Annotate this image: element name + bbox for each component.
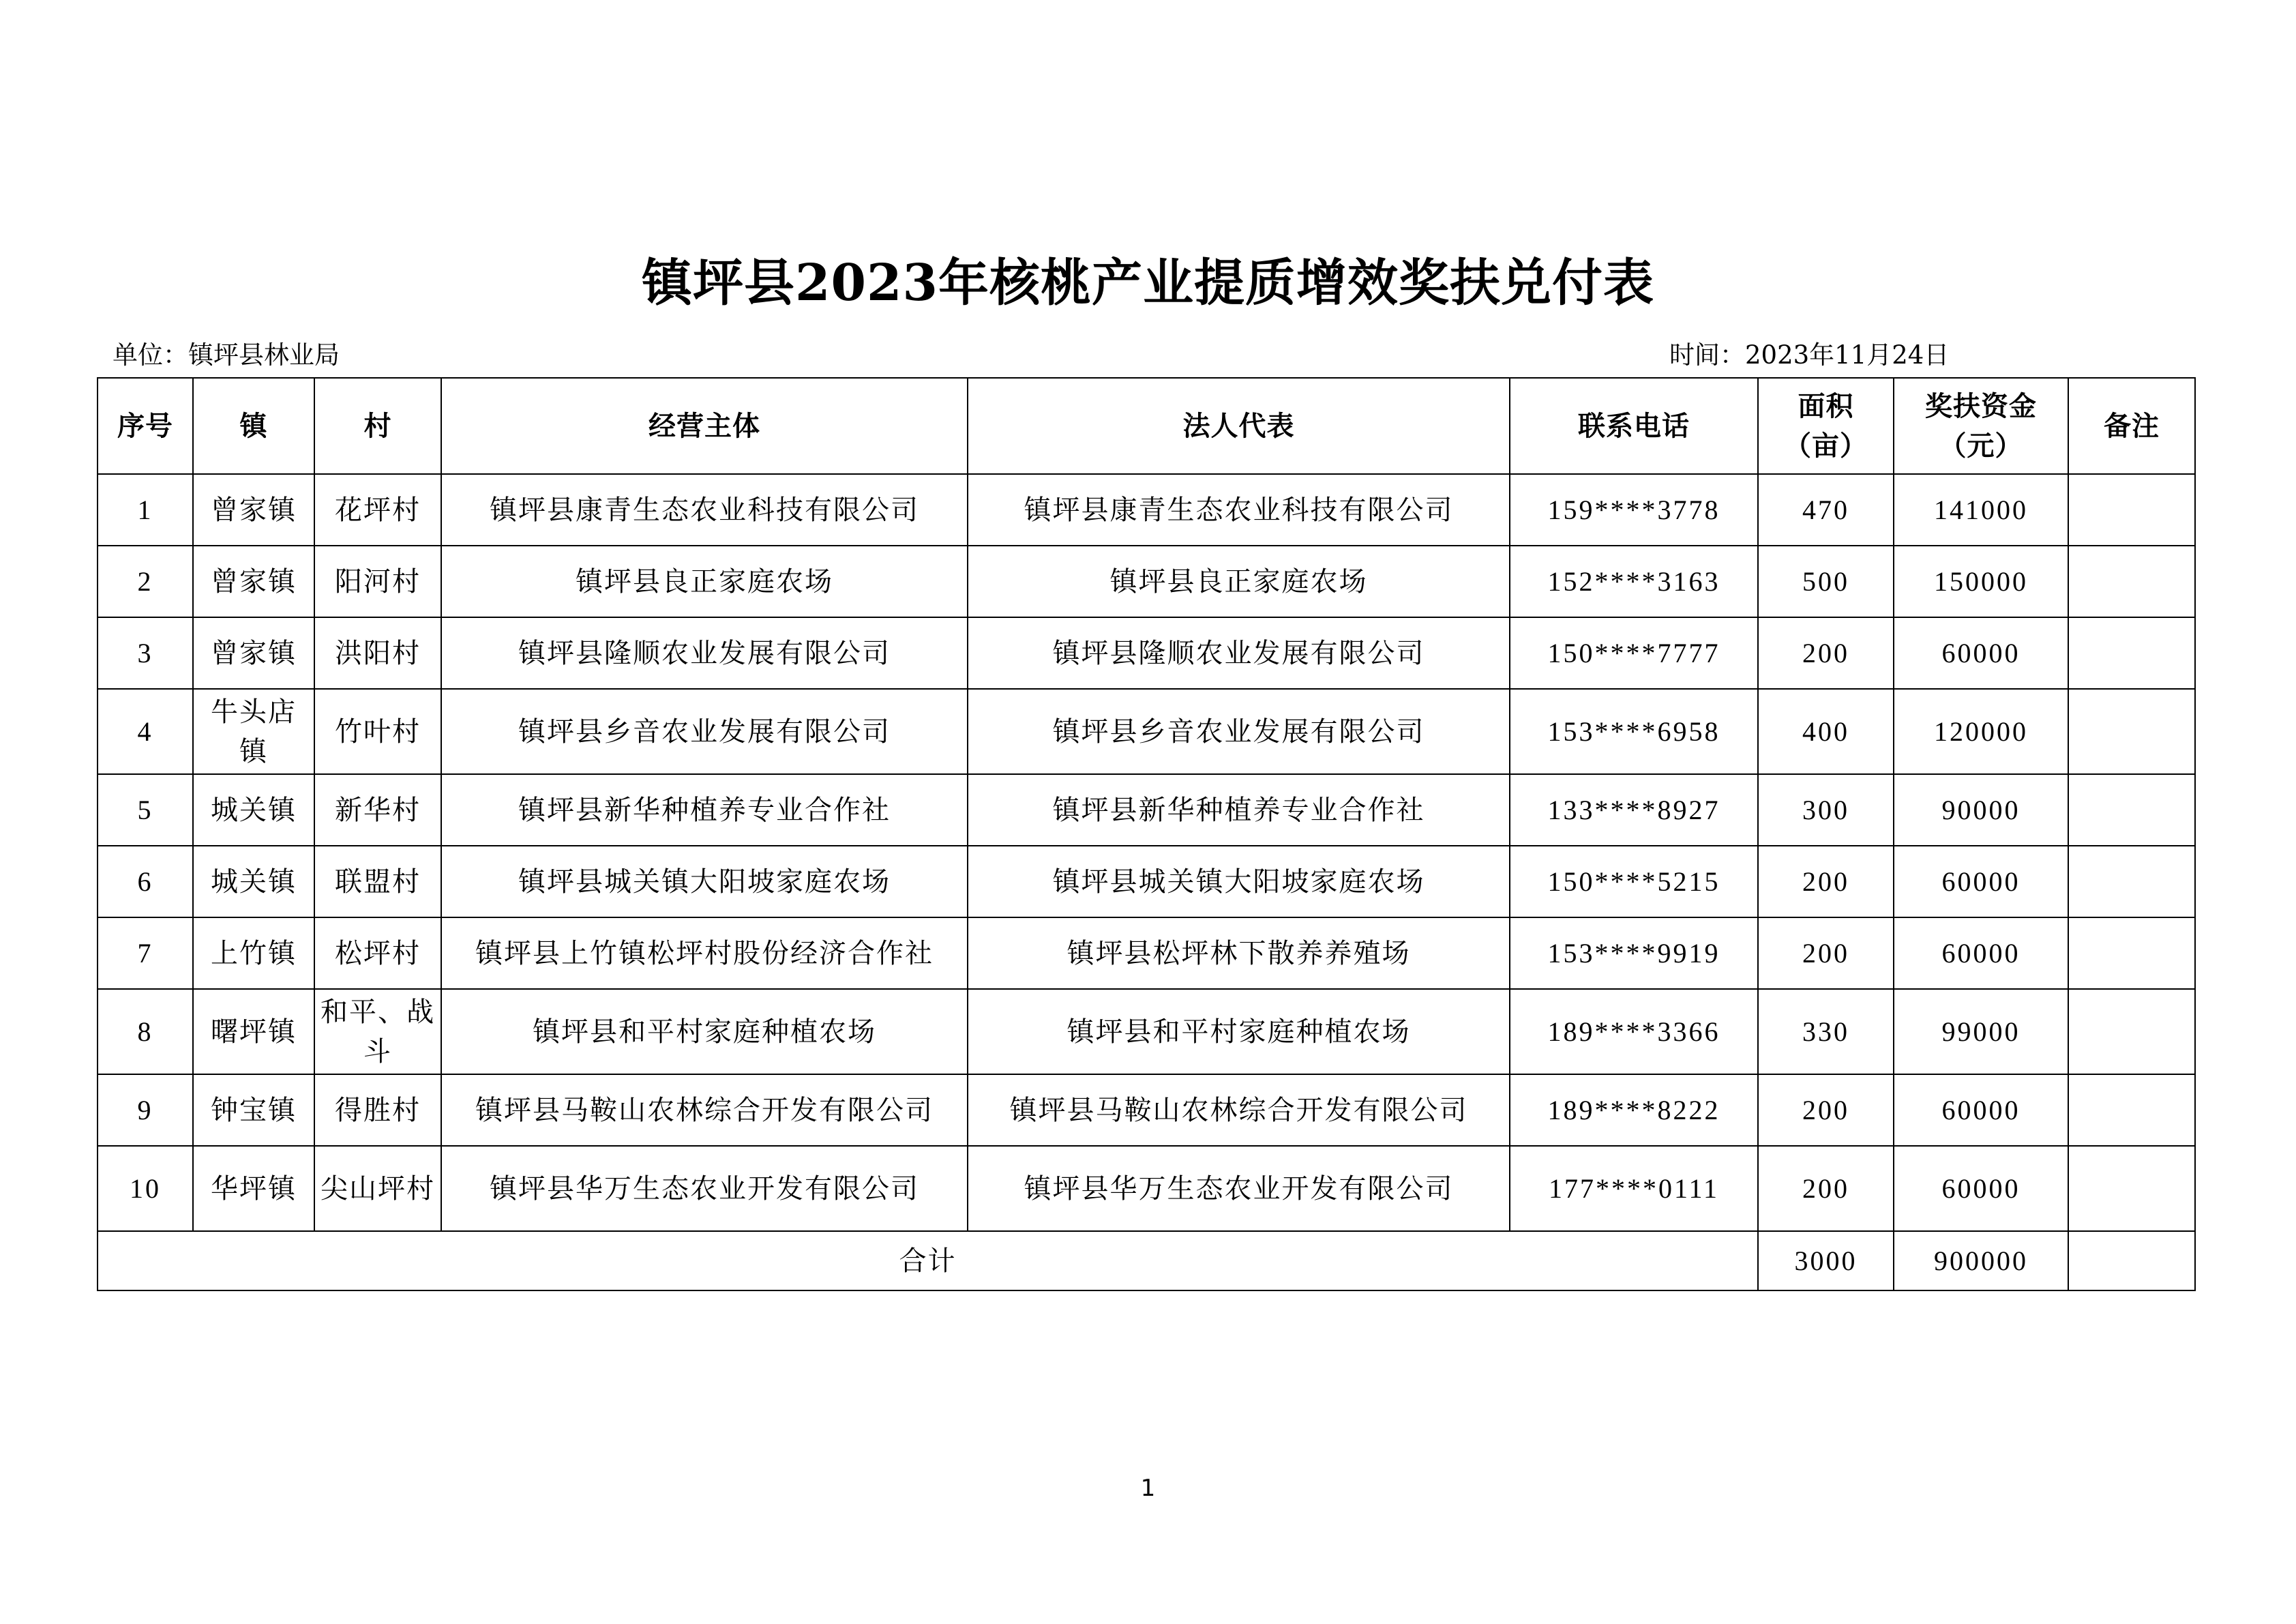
cell-entity: 镇坪县乡音农业发展有限公司 (441, 689, 968, 774)
cell-index: 7 (98, 917, 193, 989)
payment-table (97, 377, 2196, 1291)
cell-index: 6 (98, 846, 193, 917)
cell-town: 上竹镇 (193, 917, 314, 989)
cell-remarks (2068, 689, 2195, 774)
cell-index: 3 (98, 617, 193, 689)
cell-phone: 150****5215 (1510, 846, 1758, 917)
header-fund-line2: （元） (1939, 430, 2023, 462)
cell-town: 华坪镇 (193, 1146, 314, 1231)
total-remarks (2068, 1231, 2195, 1290)
cell-village: 新华村 (314, 774, 441, 846)
header-area-line1: 面积 (1798, 390, 1854, 422)
cell-entity: 镇坪县新华种植养专业合作社 (441, 774, 968, 846)
cell-town: 曾家镇 (193, 474, 314, 546)
cell-index: 4 (98, 689, 193, 774)
cell-town: 牛头店镇 (193, 689, 314, 774)
cell-legal-rep: 镇坪县新华种植养专业合作社 (968, 774, 1510, 846)
cell-village: 尖山坪村 (314, 1146, 441, 1231)
cell-town: 城关镇 (193, 774, 314, 846)
cell-area: 200 (1758, 846, 1894, 917)
total-area: 3000 (1758, 1231, 1894, 1290)
cell-village: 联盟村 (314, 846, 441, 917)
cell-remarks (2068, 546, 2195, 617)
table-row (98, 989, 2195, 1074)
cell-remarks (2068, 846, 2195, 917)
table-row (98, 917, 2195, 989)
cell-phone: 177****0111 (1510, 1146, 1758, 1231)
cell-fund: 60000 (1894, 617, 2068, 689)
header-legal-rep: 法人代表 (968, 378, 1510, 474)
cell-fund: 99000 (1894, 989, 2068, 1074)
table-row (98, 1074, 2195, 1146)
cell-index: 1 (98, 474, 193, 546)
cell-entity: 镇坪县康青生态农业科技有限公司 (441, 474, 968, 546)
cell-phone: 152****3163 (1510, 546, 1758, 617)
cell-remarks (2068, 989, 2195, 1074)
cell-fund: 60000 (1894, 846, 2068, 917)
cell-remarks (2068, 774, 2195, 846)
cell-entity: 镇坪县城关镇大阳坡家庭农场 (441, 846, 968, 917)
total-label: 合计 (98, 1231, 1758, 1290)
cell-legal-rep: 镇坪县良正家庭农场 (968, 546, 1510, 617)
cell-fund: 141000 (1894, 474, 2068, 546)
page-number: 1 (1140, 1475, 1156, 1502)
header-phone: 联系电话 (1510, 378, 1758, 474)
cell-fund: 90000 (1894, 774, 2068, 846)
cell-index: 5 (98, 774, 193, 846)
table-row (98, 474, 2195, 546)
cell-area: 470 (1758, 474, 1894, 546)
header-village: 村 (314, 378, 441, 474)
cell-phone: 133****8927 (1510, 774, 1758, 846)
cell-phone: 150****7777 (1510, 617, 1758, 689)
total-fund: 900000 (1894, 1231, 2068, 1290)
header-area-line2: （亩） (1784, 430, 1868, 462)
cell-area: 200 (1758, 1146, 1894, 1231)
cell-phone: 153****9919 (1510, 917, 1758, 989)
cell-area: 500 (1758, 546, 1894, 617)
cell-phone: 153****6958 (1510, 689, 1758, 774)
cell-index: 8 (98, 989, 193, 1074)
cell-village: 花坪村 (314, 474, 441, 546)
cell-town: 曾家镇 (193, 617, 314, 689)
header-remarks: 备注 (2068, 378, 2195, 474)
header-town: 镇 (193, 378, 314, 474)
cell-village: 得胜村 (314, 1074, 441, 1146)
header-fund-line1: 奖扶资金 (1925, 390, 2037, 422)
header-entity: 经营主体 (441, 378, 968, 474)
cell-entity: 镇坪县华万生态农业开发有限公司 (441, 1146, 968, 1231)
cell-phone: 189****3366 (1510, 989, 1758, 1074)
header-fund (1894, 378, 2068, 474)
cell-entity: 镇坪县和平村家庭种植农场 (441, 989, 968, 1074)
cell-remarks (2068, 617, 2195, 689)
cell-town: 曾家镇 (193, 546, 314, 617)
cell-legal-rep: 镇坪县和平村家庭种植农场 (968, 989, 1510, 1074)
cell-village: 洪阳村 (314, 617, 441, 689)
table-row (98, 617, 2195, 689)
cell-town: 城关镇 (193, 846, 314, 917)
cell-legal-rep: 镇坪县康青生态农业科技有限公司 (968, 474, 1510, 546)
header-area (1758, 378, 1894, 474)
cell-remarks (2068, 1074, 2195, 1146)
page-title: 镇坪县2023年核桃产业提质增效奖扶兑付表 (642, 254, 1654, 312)
unit-label: 单位：镇坪县林业局 (113, 340, 340, 370)
cell-legal-rep: 镇坪县乡音农业发展有限公司 (968, 689, 1510, 774)
cell-village: 竹叶村 (314, 689, 441, 774)
cell-fund: 150000 (1894, 546, 2068, 617)
table-row (98, 546, 2195, 617)
cell-legal-rep: 镇坪县城关镇大阳坡家庭农场 (968, 846, 1510, 917)
cell-legal-rep: 镇坪县松坪林下散养养殖场 (968, 917, 1510, 989)
cell-entity: 镇坪县马鞍山农林综合开发有限公司 (441, 1074, 968, 1146)
cell-entity: 镇坪县上竹镇松坪村股份经济合作社 (441, 917, 968, 989)
cell-area: 300 (1758, 774, 1894, 846)
cell-legal-rep: 镇坪县华万生态农业开发有限公司 (968, 1146, 1510, 1231)
cell-village: 松坪村 (314, 917, 441, 989)
table-row (98, 774, 2195, 846)
cell-area: 400 (1758, 689, 1894, 774)
cell-fund: 60000 (1894, 917, 2068, 989)
cell-remarks (2068, 474, 2195, 546)
cell-town: 曙坪镇 (193, 989, 314, 1074)
cell-remarks (2068, 1146, 2195, 1231)
cell-fund: 120000 (1894, 689, 2068, 774)
cell-phone: 159****3778 (1510, 474, 1758, 546)
table-header-row (98, 378, 2195, 474)
cell-legal-rep: 镇坪县马鞍山农林综合开发有限公司 (968, 1074, 1510, 1146)
cell-remarks (2068, 917, 2195, 989)
cell-entity: 镇坪县良正家庭农场 (441, 546, 968, 617)
cell-index: 2 (98, 546, 193, 617)
cell-index: 9 (98, 1074, 193, 1146)
cell-fund: 60000 (1894, 1146, 2068, 1231)
cell-town: 钟宝镇 (193, 1074, 314, 1146)
table-row (98, 1146, 2195, 1231)
header-index: 序号 (98, 378, 193, 474)
cell-legal-rep: 镇坪县隆顺农业发展有限公司 (968, 617, 1510, 689)
cell-entity: 镇坪县隆顺农业发展有限公司 (441, 617, 968, 689)
cell-area: 200 (1758, 617, 1894, 689)
table-row (98, 689, 2195, 774)
date-label: 时间：2023年11月24日 (1669, 340, 1950, 370)
cell-index: 10 (98, 1146, 193, 1231)
cell-area: 200 (1758, 917, 1894, 989)
cell-village: 阳河村 (314, 546, 441, 617)
cell-fund: 60000 (1894, 1074, 2068, 1146)
cell-area: 200 (1758, 1074, 1894, 1146)
cell-phone: 189****8222 (1510, 1074, 1758, 1146)
total-row (98, 1231, 2195, 1290)
table-row (98, 846, 2195, 917)
cell-village: 和平、战斗 (314, 989, 441, 1074)
cell-area: 330 (1758, 989, 1894, 1074)
